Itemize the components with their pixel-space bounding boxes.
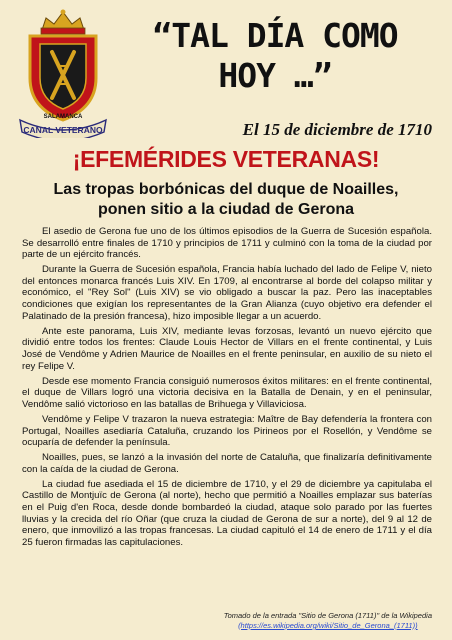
page-title <box>112 16 438 96</box>
paragraph: El asedio de Gerona fue uno de los últimos episodios de la Guerra de Sucesión española. Se desarrolló entre finales de 1710 y principios de 1711 y culminó con la toma de la ciudad por parte de un ejército francés. <box>22 226 432 261</box>
wikipedia-link[interactable]: (https://es.wikipedia.org/wiki/Sitio_de_Gerona_(1711)) <box>238 621 418 630</box>
shield-icon <box>30 36 96 120</box>
title-line-1: “TAL DÍA COMO <box>152 16 398 55</box>
paragraph: La ciudad fue asediada el 15 de diciembre de 1710, y el 29 de diciembre ya capitulaba el Castillo de Montjuïc de Gerona (al norte), hecho que permitió a Noailles emplazar sus baterías en el Puig d'en Roca, desde donde bombardeó la ciudad, ataque solo parado por las fuertes lluvias y la crecida del río Oñar (que cruza la ciudad de Gerona de sur a norte), del 9 al 12 de enero, que inmovilizó a las tropas francesas. La ciudad capituló el 14 de enero de 1711 y el día 25 fueron firmadas las capitulaciones. <box>22 478 432 548</box>
emblem-top-text: SALAMANCA <box>43 114 83 120</box>
efemerides-banner: ¡EFEMÉRIDES VETERANAS! <box>72 146 380 172</box>
article-body <box>22 226 432 552</box>
canal-veterano-emblem <box>14 8 112 138</box>
article-subtitle <box>0 180 452 220</box>
subtitle-line-1: Las tropas borbónicas del duque de Noailles, <box>53 181 399 198</box>
paragraph: Desde ese momento Francia consiguió numerosos éxitos militares: en el frente continental, el duque de Villars logró una victoria decisiva en la Batalla de Denain, y en el peninsular, Vendôme salió victorioso en las batallas de Brihuega y Villaviciosa. <box>22 375 432 410</box>
crown-icon <box>41 10 85 35</box>
title-line-2: HOY …” <box>218 56 332 95</box>
paragraph: Durante la Guerra de Sucesión española, Francia había luchado del lado de Felipe V, nieto del entonces monarca francés Luis XIV. En 1709, al encontrarse al borde del colapso militar y económico, el "Rey Sol" (Luis XIV) se vio obligado a buscar la paz. Pero las inaceptables condiciones que exigían los representantes de la Gran Alianza (cuyo objetivo era defender el Palatinado de la presión francesa), hizo imposible llegar a un acuerdo. <box>22 264 432 322</box>
date-line: El 15 de diciembre de 1710 <box>242 120 432 139</box>
paragraph: Vendôme y Felipe V trazaron la nueva estrategia: Maître de Bay defendería la frontera con Portugal, Noailles asediaría Cataluña, cruzando los Pirineos por el Rosellón, y Vendôme se ocuparía de defender la península. <box>22 413 432 449</box>
source-credit <box>224 611 432 631</box>
subtitle-line-2: ponen sitio a la ciudad de Gerona <box>97 201 355 218</box>
paragraph: Ante este panorama, Luis XIV, mediante levas forzosas, levantó un nuevo ejército que dividió entre todos los frentes: Claude Louis Hector de Villars en el frente continental, y Luis José de Vendôme y Adrien Maurice de Noailles en el frente peninsular, en auxilio de su nieto el rey Felipe V. <box>22 325 432 372</box>
ribbon-icon <box>20 120 106 138</box>
paragraph: Noailles, pues, se lanzó a la invasión del norte de Cataluña, que finalizaría definitivamente con la caída de la ciudad de Gerona. <box>22 452 432 475</box>
credit-text: Tomado de la entrada "Sitio de Gerona (1711)" de la Wikipedia <box>223 611 432 620</box>
emblem-ribbon-text: CANAL VETERANO <box>23 125 103 135</box>
